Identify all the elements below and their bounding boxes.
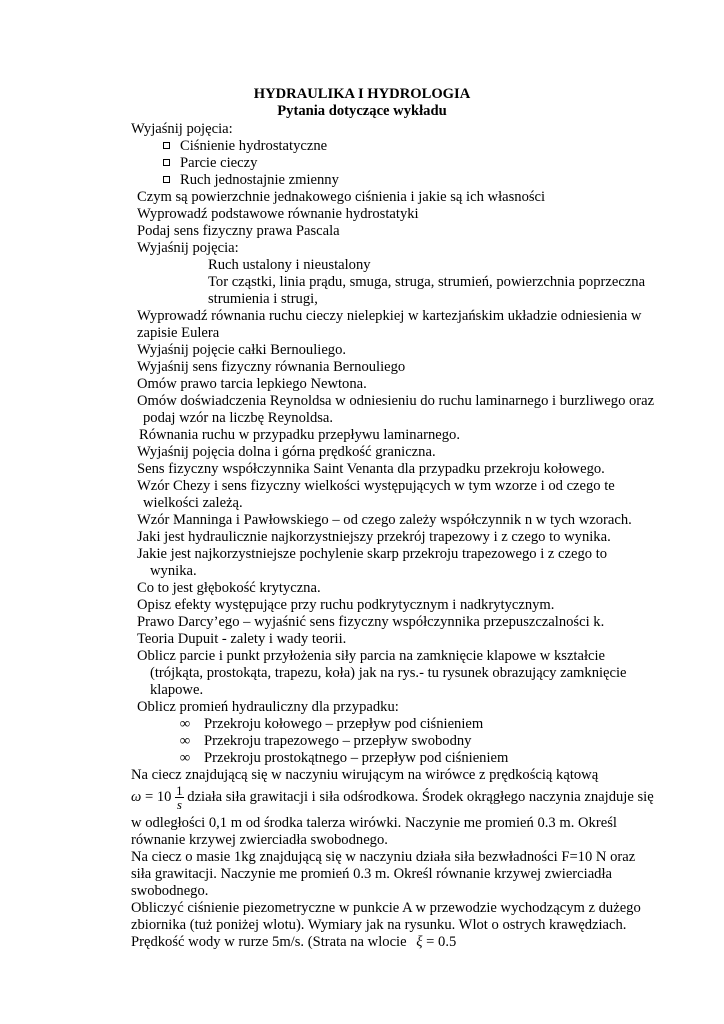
text-line: klapowe. (150, 682, 204, 698)
square-bullet-icon (163, 176, 170, 183)
text-line: Obliczyć ciśnienie piezometryczne w punkcie A w przewodzie wychodzącym z dużego (131, 900, 641, 916)
square-bullet-icon (163, 142, 170, 149)
text-line: Wzór Chezy i sens fizyczny wielkości występujących w tym wzorze i od czego te (137, 478, 615, 494)
fraction-denominator: s (176, 797, 182, 813)
infinity-bullet-icon: ∞ (179, 750, 191, 766)
text-line: Ruch ustalony i nieustalony (208, 257, 371, 273)
list-item: Parcie cieczy (163, 155, 257, 172)
fraction-numerator: 1 (176, 783, 183, 799)
omega-fraction (175, 784, 184, 811)
text-line: zapisie Eulera (137, 325, 220, 341)
text-line: Teoria Dupuit - zalety i wady teorii. (137, 631, 347, 647)
formula-line (131, 934, 456, 951)
document-subtitle: Pytania dotyczące wykładu (277, 103, 447, 119)
text-line: swobodnego. (131, 883, 209, 899)
list-item: ∞ Przekroju prostokątnego – przepływ pod ciśnieniem (179, 750, 509, 766)
text-line: Wzór Manninga i Pawłowskiego – od czego zależy współczynnik n w tych wzorach. (137, 512, 632, 528)
text-line: Oblicz parcie i punkt przyłożenia siły parcia na zamknięcie klapowe w kształcie (137, 648, 606, 664)
xi-equals: = 0.5 (426, 934, 457, 950)
list-item: ∞ Przekroju kołowego – przepływ pod ciśnieniem (179, 716, 484, 732)
text-line: Omów doświadczenia Reynoldsa w odniesieniu do ruchu laminarnego i burzliwego oraz (137, 393, 655, 409)
text-line: Czym są powierzchnie jednakowego ciśnienia i jakie są ich własności (137, 189, 546, 205)
text-line: Wyjaśnij pojęcie całki Bernouliego. (137, 342, 347, 358)
text-line: Oblicz promień hydrauliczny dla przypadku: (137, 699, 399, 715)
text-line: Jaki jest hydraulicznie najkorzystniejszy przekrój trapezowy i z czego to wynika. (137, 529, 611, 545)
infinity-bullet-icon: ∞ (179, 716, 191, 732)
text-line: Na ciecz znajdującą się w naczyniu wirującym na wirówce z prędkością kątową (131, 767, 599, 783)
text-line: Prędkość wody w rurze 5m/s. (Strata na wlocie (131, 934, 407, 950)
text-line: Prawo Darcy’ego – wyjaśnić sens fizyczny współczynnika przepuszczalności k. (137, 614, 605, 630)
text-line: Podaj sens fizyczny prawa Pascala (137, 223, 340, 239)
text-line: Omów prawo tarcia lepkiego Newtona. (137, 376, 367, 392)
omega-equals: = 10 (144, 789, 172, 805)
text-line: zbiornika (tuż poniżej wlotu). Wymiary jak na rysunku. Wlot o ostrych krawędziach. (131, 917, 627, 933)
text-line: Co to jest głębokość krytyczna. (137, 580, 321, 596)
text-line: równanie krzywej zwierciadła swobodnego. (131, 832, 388, 848)
text-line: Sens fizyczny współczynnika Saint Venanta dla przypadku przekroju kołowego. (137, 461, 605, 477)
text-line: wynika. (150, 563, 197, 579)
formula-line (131, 782, 654, 812)
text-line: strumienia i strugi, (208, 291, 318, 307)
text-line: siła grawitacji. Naczynie me promień 0.3 m. Określ równanie krzywej zwierciadła (131, 866, 613, 882)
square-bullet-icon (163, 159, 170, 166)
text-line: (trójkąta, prostokąta, trapezu, koła) jak na rys.- tu rysunek obrazujący zamknięcie (150, 665, 627, 681)
text-line: Na ciecz o masie 1kg znajdującą się w naczyniu działa siła bezwładności F=10 N oraz (131, 849, 636, 865)
text-line: Tor cząstki, linia prądu, smuga, struga, strumień, powierzchnia poprzeczna (208, 274, 646, 290)
formula-text: działa siła grawitacji i siła odśrodkowa. Środek okrągłego naczynia znajduje się (187, 789, 654, 805)
list-item: ∞ Przekroju trapezowego – przepływ swobodny (179, 733, 472, 749)
text-line: Równania ruchu w przypadku przepływu laminarnego. (139, 427, 460, 443)
text-line: Wyjaśnij pojęcia dolna i górna prędkość graniczna. (137, 444, 436, 460)
text-line: w odległości 0,1 m od środka talerza wirówki. Naczynie me promień 0.3 m. Określ (131, 815, 617, 831)
text-line: Wyprowadź podstawowe równanie hydrostatyki (137, 206, 419, 222)
text-line: Wyprowadź równania ruchu cieczy nielepkiej w kartezjańskim układzie odniesienia w (137, 308, 642, 324)
text-line: podaj wzór na liczbę Reynoldsa. (143, 410, 334, 426)
infinity-bullet-icon: ∞ (179, 733, 191, 749)
omega-symbol: ω (131, 789, 142, 805)
list-item: Ruch jednostajnie zmienny (163, 172, 339, 189)
text-line: Wyjaśnij pojęcia: (131, 121, 233, 137)
text-line: wielkości zależą. (143, 495, 243, 511)
text-line: Wyjaśnij pojęcia: (137, 240, 239, 256)
xi-symbol: ξ (416, 934, 423, 950)
text-line: Opisz efekty występujące przy ruchu podkrytycznym i nadkrytycznym. (137, 597, 555, 613)
list-item: Ciśnienie hydrostatyczne (163, 138, 327, 155)
text-line: Jakie jest najkorzystniejsze pochylenie skarp przekroju trapezowego i z czego to (137, 546, 608, 562)
text-line: Wyjaśnij sens fizyczny równania Bernouliego (137, 359, 406, 375)
document-title: HYDRAULIKA I HYDROLOGIA (253, 86, 471, 102)
